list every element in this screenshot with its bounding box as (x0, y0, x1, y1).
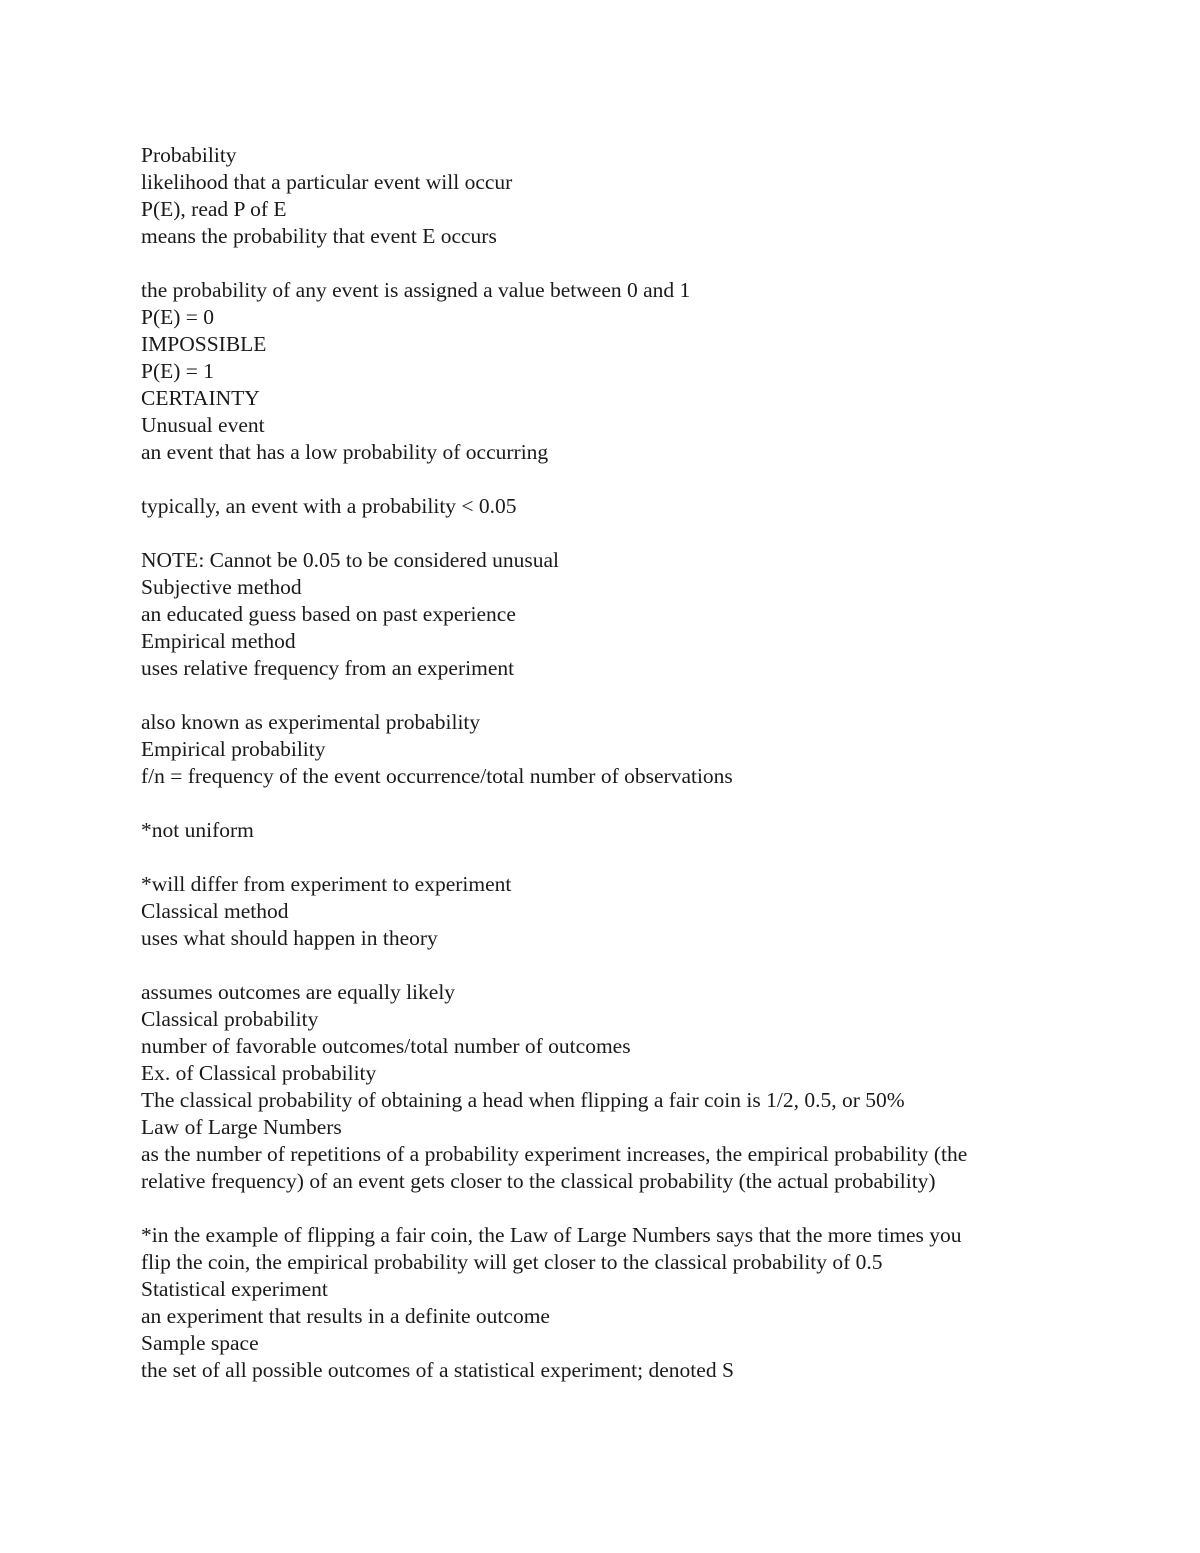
blank-line (141, 250, 1081, 277)
definition-subjective-method: an educated guess based on past experience (141, 602, 516, 626)
term-empirical-probability: Empirical probability (141, 737, 326, 761)
text-line: flip the coin, the empirical probability will get closer to the classical probability of 0.5 (141, 1250, 883, 1274)
definition-statistical-experiment: an experiment that results in a definite outcome (141, 1304, 550, 1328)
definition-example-classical-probability: The classical probability of obtaining a head when flipping a fair coin is 1/2, 0.5, or 50% (141, 1088, 905, 1112)
blank-line (141, 790, 1081, 817)
blank-line (141, 520, 1081, 547)
definition-sample-space: the set of all possible outcomes of a statistical experiment; denoted S (141, 1358, 734, 1382)
text-line: the probability of any event is assigned a value between 0 and 1 (141, 278, 691, 302)
text-line: IMPOSSIBLE (141, 332, 267, 356)
definition-law-of-large-numbers-cont: relative frequency) of an event gets closer to the classical probability (the actual probability) (141, 1169, 936, 1193)
term-law-of-large-numbers: Law of Large Numbers (141, 1115, 342, 1139)
definition-empirical-method: uses relative frequency from an experiment (141, 656, 515, 680)
text-line: *will differ from experiment to experiment (141, 872, 512, 896)
text-line: assumes outcomes are equally likely (141, 980, 456, 1004)
definition-p-of-e: means the probability that event E occurs (141, 224, 497, 248)
blank-line (141, 466, 1081, 493)
text-line: P(E) = 1 (141, 359, 215, 383)
document-body (141, 142, 1081, 1384)
definition-probability: likelihood that a particular event will occur (141, 170, 513, 194)
term-sample-space: Sample space (141, 1331, 259, 1355)
term-p-of-e: P(E), read P of E (141, 197, 287, 221)
definition-empirical-probability: f/n = frequency of the event occurrence/total number of observations (141, 764, 733, 788)
text-line: CERTAINTY (141, 386, 260, 410)
text-line: P(E) = 0 (141, 305, 215, 329)
term-subjective-method: Subjective method (141, 575, 302, 599)
text-line: typically, an event with a probability < 0.05 (141, 494, 517, 518)
term-empirical-method: Empirical method (141, 629, 296, 653)
blank-line (141, 844, 1081, 871)
definition-unusual-event: an event that has a low probability of occurring (141, 440, 549, 464)
blank-line (141, 682, 1081, 709)
term-probability: Probability (141, 143, 237, 167)
term-unusual-event: Unusual event (141, 413, 265, 437)
text-line: *in the example of flipping a fair coin, the Law of Large Numbers says that the more times you (141, 1223, 962, 1247)
term-statistical-experiment: Statistical experiment (141, 1277, 328, 1301)
definition-classical-probability: number of favorable outcomes/total number of outcomes (141, 1034, 631, 1058)
term-classical-method: Classical method (141, 899, 289, 923)
text-line: also known as experimental probability (141, 710, 481, 734)
term-example-classical-probability: Ex. of Classical probability (141, 1061, 377, 1085)
term-classical-probability: Classical probability (141, 1007, 319, 1031)
definition-classical-method: uses what should happen in theory (141, 926, 438, 950)
text-line: *not uniform (141, 818, 254, 842)
definition-law-of-large-numbers: as the number of repetitions of a probability experiment increases, the empirical probability (the (141, 1142, 968, 1166)
text-line: NOTE: Cannot be 0.05 to be considered unusual (141, 548, 559, 572)
blank-line (141, 952, 1081, 979)
blank-line (141, 1195, 1081, 1222)
